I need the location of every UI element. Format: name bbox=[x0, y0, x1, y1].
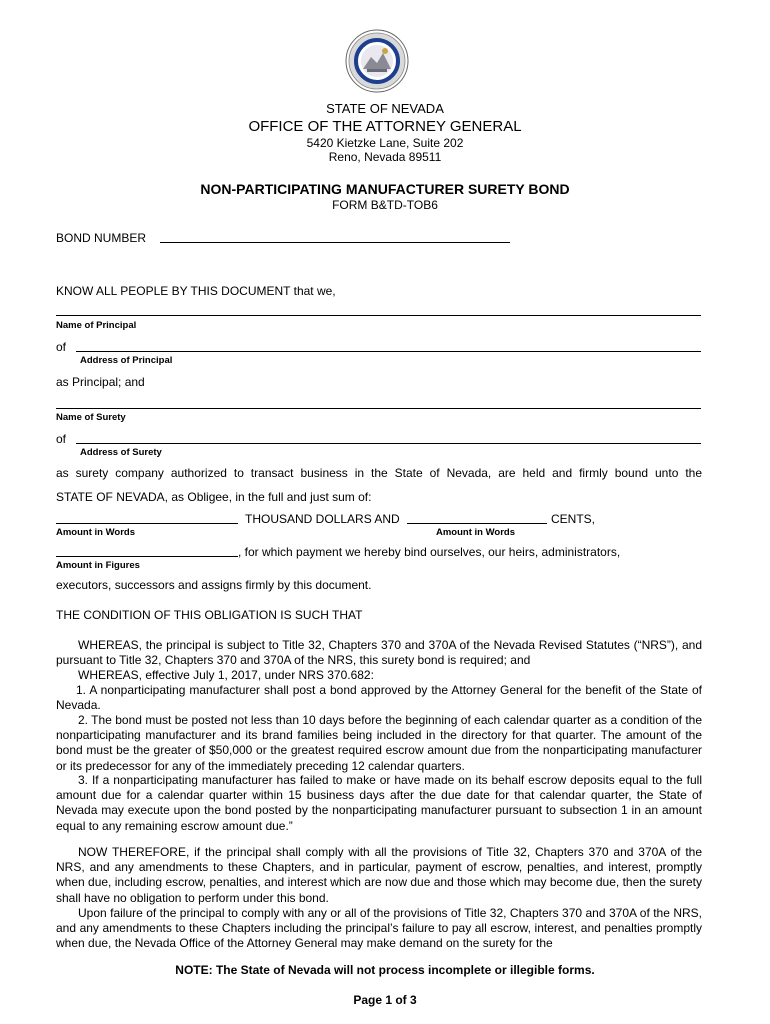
item-2-text: 2. The bond must be posted not less than 10 days before the beginning of each calendar quarter as a condition of the nonparticipating manufacturer and its brand families being included in the directory for that quarter. The amount of the bond must be the greater of $50,000 or the greatest required escrow amount due from the nonparticipating manufacturer or its predecessor for any of the immediately preceding 12 calendar quarters. bbox=[56, 713, 702, 773]
payment-binding-text: , for which payment we hereby bind ourselves, our heirs, administrators, bbox=[238, 545, 621, 559]
amount-figures-field[interactable] bbox=[56, 556, 238, 557]
surety-name-label: Name of Surety bbox=[56, 412, 126, 423]
principal-of-label: of bbox=[56, 340, 67, 354]
thousand-dollars-label: THOUSAND DOLLARS AND bbox=[245, 512, 400, 526]
amount-cents-words-field[interactable] bbox=[407, 523, 547, 524]
principal-name-field[interactable] bbox=[56, 315, 701, 316]
incomplete-forms-note: NOTE: The State of Nevada will not process incomplete or illegible forms. bbox=[175, 963, 595, 977]
office-heading: OFFICE OF THE ATTORNEY GENERAL bbox=[248, 118, 522, 135]
state-heading: STATE OF NEVADA bbox=[326, 101, 444, 116]
principal-address-field[interactable] bbox=[76, 351, 701, 352]
amount-words-label-2: Amount in Words bbox=[436, 527, 515, 538]
form-id: FORM B&TD-TOB6 bbox=[332, 198, 438, 212]
upon-failure-paragraph bbox=[56, 906, 702, 952]
office-address-line2: Reno, Nevada 89511 bbox=[328, 150, 442, 164]
amount-words-label-1: Amount in Words bbox=[56, 527, 135, 538]
principal-name-label: Name of Principal bbox=[56, 320, 137, 331]
obligee-text: STATE OF NEVADA, as Obligee, in the full and just sum of: bbox=[56, 490, 372, 504]
surety-address-label: Address of Surety bbox=[80, 447, 162, 458]
condition-heading: THE CONDITION OF THIS OBLIGATION IS SUCH THAT bbox=[56, 608, 363, 622]
nevada-seal-icon bbox=[345, 29, 409, 93]
nrs-item-1 bbox=[56, 683, 702, 713]
bond-number-field[interactable] bbox=[160, 242, 510, 243]
amount-figures-label: Amount in Figures bbox=[56, 560, 140, 571]
nrs-item-3 bbox=[56, 773, 702, 834]
now-therefore-paragraph bbox=[56, 845, 702, 906]
surety-authorization-text: as surety company authorized to transact business in the State of Nevada, are held and firmly bound unto the bbox=[56, 466, 702, 480]
executors-text: executors, successors and assigns firmly by this document. bbox=[56, 578, 372, 592]
item-3-text: 3. If a nonparticipating manufacturer has failed to make or have made on its behalf escrow deposits equal to the full amount due for a calendar quarter within 15 business days after the due date for that calendar quarter, the State of Nevada may execute upon the bond posted by the nonparticipating manufacturer pursuant to subsection 1 in an amount equal to any remaining escrow amount due.” bbox=[56, 773, 702, 833]
know-all-text: KNOW ALL PEOPLE BY THIS DOCUMENT that we, bbox=[56, 284, 336, 298]
cents-label: CENTS, bbox=[551, 512, 596, 526]
surety-of-label: of bbox=[56, 432, 67, 446]
whereas-2-text: WHEREAS, effective July 1, 2017, under NRS 370.682: bbox=[78, 668, 374, 682]
bond-number-label: BOND NUMBER bbox=[56, 231, 147, 245]
office-address-line1: 5420 Kietzke Lane, Suite 202 bbox=[306, 136, 464, 150]
upon-failure-text: Upon failure of the principal to comply with any or all of the provisions of Title 32, Chapters 370 and 370A of the NRS, and any amendments to these Chapters including the principal’s failure to pay all escrow, interest, and penalties promptly when due, the Nevada Office of the Attorney General may make demand on the surety for the bbox=[56, 906, 702, 951]
document-title: NON-PARTICIPATING MANUFACTURER SURETY BOND bbox=[200, 181, 570, 197]
now-therefore-text: NOW THEREFORE, if the principal shall comply with all the provisions of Title 32, Chapters 370 and 370A of the NRS, and any amendments to these Chapters, and in particular, payment of escrow, penalties, and interest, promptly when due, including escrow, penalties, and interest which are now due and those which may become due, then the surety shall have no obligation to perform under this bond. bbox=[56, 845, 702, 905]
nrs-item-2 bbox=[56, 713, 702, 774]
whereas-paragraph-1 bbox=[56, 638, 702, 668]
page-number: Page 1 of 3 bbox=[353, 993, 417, 1007]
surety-address-field[interactable] bbox=[76, 443, 701, 444]
whereas-1-text: WHEREAS, the principal is subject to Title 32, Chapters 370 and 370A of the Nevada Revised Statutes (“NRS”), and pursuant to Title 32, Chapters 370 and 370A of the NRS, this surety bond is required; and bbox=[56, 638, 702, 668]
amount-thousands-words-field[interactable] bbox=[56, 523, 238, 524]
surety-name-field[interactable] bbox=[56, 408, 701, 409]
item-1-text: 1. A nonparticipating manufacturer shall post a bond approved by the Attorney General for the benefit of the State of Nevada. bbox=[56, 683, 702, 713]
whereas-paragraph-2 bbox=[56, 668, 702, 683]
as-principal-text: as Principal; and bbox=[56, 375, 145, 389]
principal-address-label: Address of Principal bbox=[80, 355, 173, 366]
